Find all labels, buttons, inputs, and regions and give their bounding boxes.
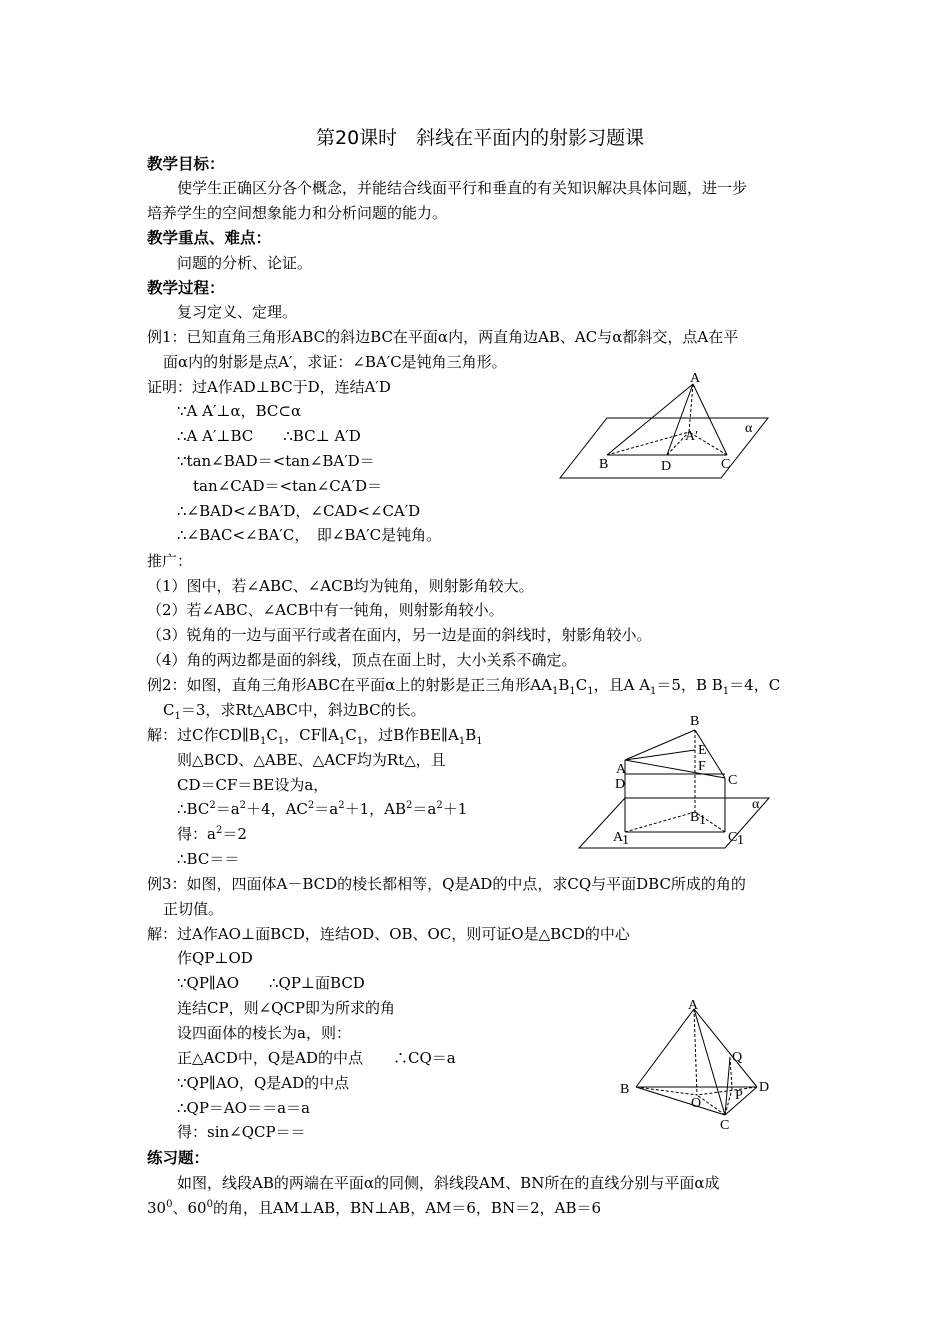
proof-line: 证明：过A作AD⊥BC于D，连结A′D (147, 378, 391, 396)
practice-heading: 练习题： (147, 1149, 210, 1167)
figure-label: E (698, 743, 707, 758)
proof-line: ∵tan∠BAD＝<tan∠BA′D＝ (177, 452, 375, 470)
figure-label: 1 (622, 833, 629, 848)
solution-line: ∴BC＝＝ (177, 850, 240, 868)
figure-label: A (688, 998, 699, 1013)
figure-label: A (616, 762, 627, 777)
example2-statement: $C_1=3$，求Rt△ABC中，斜边BC的长。 (163, 701, 426, 722)
solution-line: 则△BCD、△ABE、△ACF均为Rt△，且 (177, 751, 446, 769)
process-heading: 教学过程： (147, 279, 225, 297)
objectives-line: 使学生正确区分各个概念，并能结合线面平行和垂直的有关知识解决具体问题，进一步 (177, 179, 748, 197)
example3-statement: 例3：如图，四面体A－BCD的棱长都相等，Q是AD的中点，求CQ与平面DBC所成的角的 (147, 875, 746, 893)
proof-line: ∴∠BAD<∠BA′D，∠CAD<∠CA′D (177, 502, 421, 520)
figure-label: A′ (685, 429, 699, 444)
figure-label: C (720, 1118, 730, 1133)
solution-line: ∵QP∥AO，Q是AD的中点 (177, 1074, 350, 1092)
keypoints-text: 问题的分析、论证。 (177, 254, 313, 272)
generalize-item: （4）角的两边都是面的斜线，顶点在面上时，大小关系不确定。 (147, 651, 577, 669)
solution-line: 解：过A作AO⊥面BCD，连结OD、OB、OC，则可证O是△BCD的中心 (147, 925, 630, 943)
practice-line: 如图，线段AB的两端在平面α的同侧，斜线段AM、BN所在的直线分别与平面α成 (177, 1174, 720, 1192)
text-run: 例2：如图，直角三角形ABC在平面α上的射影是正三角形A (147, 676, 542, 694)
objectives-heading: 教学目标： (147, 155, 225, 173)
figure-label: F (698, 759, 706, 774)
figure-label: α (752, 797, 760, 812)
keypoints-heading: 教学重点、难点： (147, 229, 272, 247)
example3-figure (612, 995, 782, 1133)
solution-line: $\therefore BC^2=a^2+4$，$AC^2=a^2+1$，$AB^2=a^2+1$ (177, 800, 468, 818)
solution-line: ∴QP＝AO＝＝a＝a (177, 1099, 310, 1117)
figure-label: A (690, 371, 701, 386)
proof-line: ∴∠BAC<∠BA′C， 即∠BA′C是钝角。 (177, 526, 442, 544)
figure-label: O (691, 1096, 702, 1111)
figure-label: 1 (699, 813, 706, 828)
solution-line: 得：sin∠QCP＝＝ (177, 1123, 306, 1141)
figure-label: C (728, 773, 738, 788)
solution-line: 正△ACD中，Q是AD的中点 ∴CQ＝a (177, 1049, 456, 1067)
figure-label: 1 (737, 833, 744, 848)
example3-statement: 正切值。 (163, 900, 224, 918)
solution-line: 解：过C作$CD\parallel B_1C_1$，$CF\parallel A_1C_1$，过B作$BE\parallel A_1B_1$ (147, 726, 483, 747)
figure-label: D (759, 1080, 770, 1095)
review-text: 复习定义、定理。 (177, 303, 298, 321)
example1-figure (555, 370, 780, 485)
figure-label: α (745, 421, 753, 436)
figure-label: C (721, 457, 731, 472)
figure-label: B (690, 714, 700, 729)
figure-label: D (661, 459, 672, 474)
proof-line: ∵A A′⊥α，BC⊂α (177, 402, 302, 420)
figure-label: D (615, 777, 626, 792)
example1-statement: 例1：已知直角三角形ABC的斜边BC在平面α内，两直角边AB、AC与α都斜交，点A在平 (147, 328, 739, 346)
figure-label: C (728, 830, 738, 845)
example2-figure (575, 710, 775, 852)
figure-label: B (620, 1082, 630, 1097)
generalize-item: （3）锐角的一边与面平行或者在面内，另一边是面的斜线时，射影角较小。 (147, 626, 652, 644)
solution-line: 设四面体的棱长为a，则： (177, 1024, 351, 1042)
generalize-heading: 推广： (147, 552, 193, 570)
solution-line: 得：$a^2=2$ (177, 825, 247, 843)
solution-line: CD＝CF＝BE设为a， (177, 776, 329, 794)
example1-statement: 面α内的射影是点A′，求证：∠BA′C是钝角三角形。 (163, 353, 507, 371)
practice-line: $30^0$、$60^0$的角，且AM⊥AB，BN⊥AB，AM＝6，BN＝2，AB＝6 (147, 1199, 602, 1217)
figure-label: A (613, 830, 624, 845)
solution-line: 连结CP，则∠QCP即为所求的角 (177, 999, 396, 1017)
generalize-item: （2）若∠ABC、∠ACB中有一钝角，则射影角较小。 (147, 601, 504, 619)
proof-line: ∴A A′⊥BC ∴BC⊥ A′D (177, 427, 361, 445)
page-title: 第20课时 斜线在平面内的射影习题课 (316, 127, 645, 149)
generalize-item: （1）图中，若∠ABC、∠ACB均为钝角，则射影角较大。 (147, 577, 534, 595)
proof-line: tan∠CAD＝<tan∠CA′D＝ (193, 477, 383, 495)
solution-line: 作QP⊥OD (177, 949, 253, 967)
figure-label: P (735, 1088, 743, 1103)
example2-statement: 例2：如图，直角三角形ABC在平面α上的射影是正三角形$AA_1B_1C_1$，且A $A_1=5$，B $B_1=4$，C (147, 676, 781, 697)
figure-label: Q (732, 1050, 743, 1065)
figure-label: B (690, 810, 700, 825)
objectives-line: 培养学生的空间想象能力和分析问题的能力。 (147, 204, 448, 222)
figure-label: B (599, 457, 609, 472)
solution-line: ∵QP∥AO ∴QP⊥面BCD (177, 974, 365, 992)
